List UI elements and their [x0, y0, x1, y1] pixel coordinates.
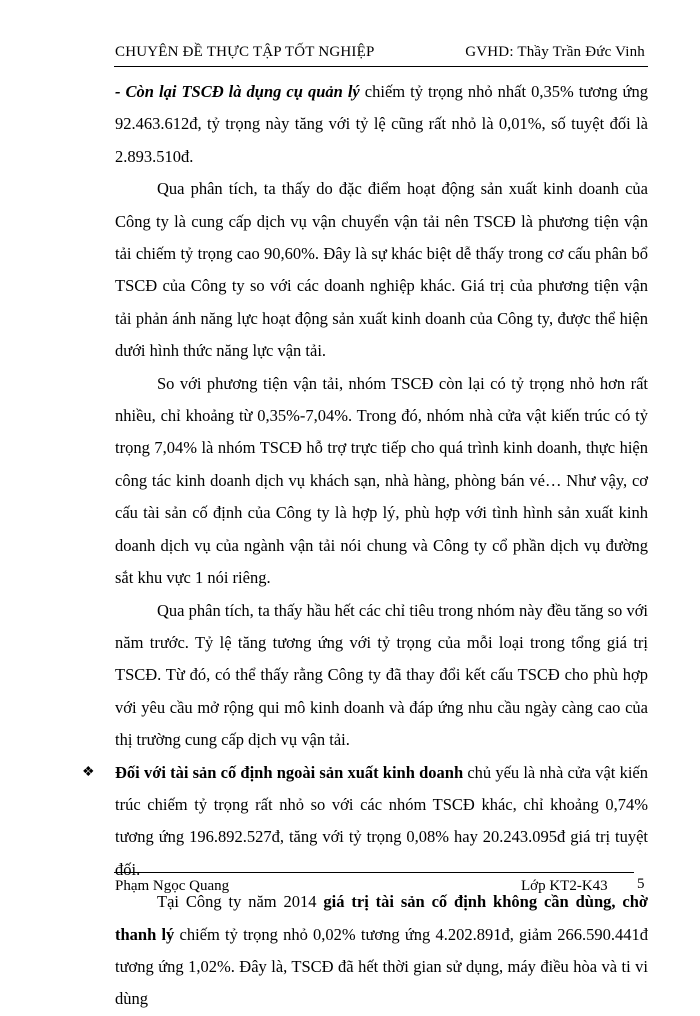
- paragraph-analysis-increase: Qua phân tích, ta thấy hầu hết các chỉ tiêu trong nhóm này đều tăng so với năm trước. Tỷ lệ tăng tương ứng với tỷ trọng của mỗi loại trong tổng giá trị TSCĐ. Từ đó, có thể thấy rằng Công ty đã thay đổi kết cấu TSCĐ cho phù hợp với yêu cầu mở rộng qui mô kinh doanh và đáp ứng nhu cầu ngày càng cao của thị trường cung cấp dịch vụ vận tải.: [115, 600, 648, 750]
- paragraph-non-production-text: chủ yếu là nhà cửa vật kiến trúc chiếm tỷ trọng rất nhỏ so với các nhóm TSCĐ khác, chỉ khoảng 0,74% tương ứng 196.892.527đ, tăng với tỷ trọng 0,08% hay 20.243.095đ giá trị tuyệt đối.: [115, 762, 648, 879]
- header-left-title: CHUYÊN ĐỀ THỰC TẬP TỐT NGHIỆP: [115, 44, 375, 60]
- footer-author: Phạm Ngọc Quang: [115, 878, 230, 894]
- diamond-bullet-icon: ❖: [82, 764, 95, 780]
- paragraph-unused-assets: [115, 886, 648, 1016]
- paragraph-tools-text: chiếm tỷ trọng nhỏ nhất 0,35% tương ứng 92.463.612đ, tỷ trọng này tăng với tỷ lệ cũng rất nhỏ là 0,01%, số tuyệt đối là 2.893.510đ.: [115, 82, 648, 166]
- paragraph-tools-lead: - Còn lại TSCĐ là dụng cụ quản lý: [115, 82, 360, 101]
- paragraph-analysis-transport: Qua phân tích, ta thấy do đặc điểm hoạt động sản xuất kinh doanh của Công ty là cung cấp dịch vụ vận chuyển vận tải nên TSCĐ là phương tiện vận tải chiếm tỷ trọng cao 90,60%. Đây là sự khác biệt dễ thấy trong cơ cấu phân bổ TSCĐ của Công ty so với các doanh nghiệp khác. Giá trị của phương tiện vận tải phản ánh năng lực hoạt động sản xuất kinh doanh của Công ty, được thể hiện dưới hình thức năng lực vận tải.: [115, 179, 648, 361]
- paragraph-unused-text: chiếm tỷ trọng nhỏ 0,02% tương ứng 4.202.891đ, giảm 266.590.441đ tương ứng 1,02%. Đây là, TSCĐ đã hết thời gian sử dụng, máy điều hòa và ti vi dùng: [115, 924, 648, 1009]
- paragraph-non-production-lead: Đối với tài sản cố định ngoài sản xuất kinh doanh: [115, 762, 464, 782]
- header-divider: [114, 66, 648, 67]
- paragraph-non-production-assets: [82, 757, 648, 887]
- page-number: 5: [637, 876, 645, 892]
- footer-divider: [114, 872, 634, 873]
- footer-class: Lớp KT2-K43: [521, 878, 608, 894]
- document-body: [82, 76, 649, 1016]
- paragraph-comparison: So với phương tiện vận tải, nhóm TSCĐ còn lại có tỷ trọng nhỏ hơn rất nhiều, chỉ khoảng từ 0,35%-7,04%. Trong đó, nhóm nhà cửa vật kiến trúc có tỷ trọng 7,04% là nhóm TSCĐ hỗ trợ trực tiếp cho quá trình kinh doanh, thực hiện công tác kinh doanh dịch vụ khách sạn, nhà hàng, phòng bán vé… Như vậy, cơ cấu tài sản cố định của Công ty là hợp lý, phù hợp với tình hình sản xuất kinh doanh dịch vụ của ngành vận tải nói chung và Công ty cổ phần dịch vụ đường sắt khu vực 1 nói riêng.: [115, 373, 648, 588]
- paragraph-tools: [115, 76, 648, 173]
- paragraph-unused-lead: giá trị tài sản cố định không cần dùng, chờ thanh lý: [115, 892, 649, 944]
- header-right-advisor: GVHD: Thầy Trần Đức Vinh: [465, 44, 645, 60]
- paragraph-unused-pre: Tại Công ty năm 2014: [157, 892, 324, 912]
